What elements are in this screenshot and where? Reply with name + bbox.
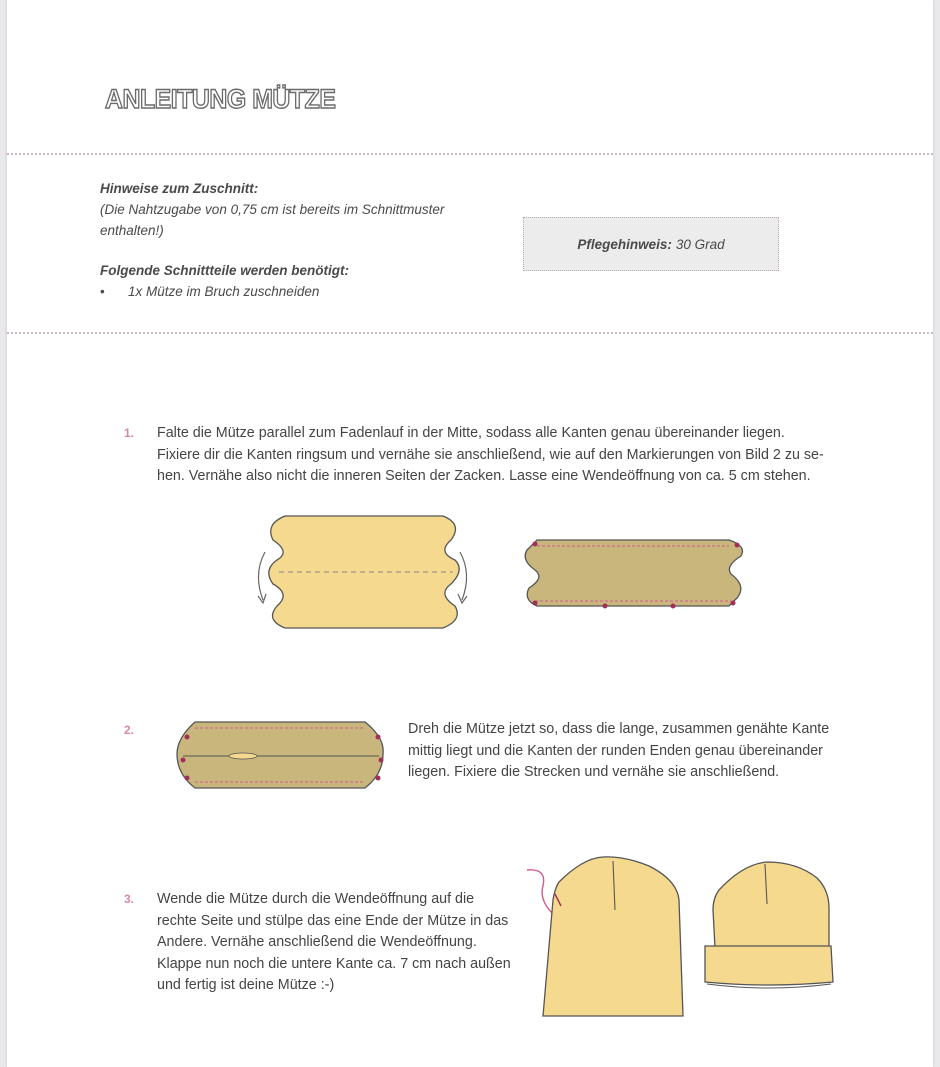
step-1-number: 1. [124,426,135,440]
step-2-number: 2. [124,723,135,737]
step-3-line: und fertig ist deine Mütze :-) [157,977,335,993]
bullet-marker: • [100,284,105,299]
finished-beanie-illustration [7,0,933,1067]
cutting-heading: Hinweise zum Zuschnitt: [100,181,259,196]
step-3-line: Andere. Vernähe anschließend die Wendeöffnung. [157,934,477,950]
step-1-line: Fixiere dir die Kanten ringsum und vernähe sie anschließend, wie auf den Markierungen von Bild 2 zu se- [157,446,824,463]
step-2-line: mittig liegt und die Kanten der runden Enden genau übereinander [408,742,823,759]
step-1-line: hen. Vernähe also nicht die inneren Seiten der Zacken. Lasse eine Wendeöffnung von ca. 5 cm stehen. [157,468,811,484]
care-value: 30 Grad [675,236,725,252]
document-page [7,0,933,1067]
care-label: Pflegehinweis: [577,236,672,252]
step-2-line: Dreh die Mütze jetzt so, dass die lange, zusammen genähte Kante [408,721,830,737]
page-title: ANLEITUNG MÜTZE [105,84,336,114]
step-1-line: Falte die Mütze parallel zum Fadenlauf in der Mitte, sodass alle Kanten genau übereinander liegen. [157,425,785,441]
seam-allowance-note: (Die Nahtzugabe von 0,75 cm ist bereits im Schnittmuster enthalten!) [100,202,445,238]
step-3-line: Wende die Mütze durch die Wendeöffnung auf die [157,891,475,907]
step-3-number: 3. [124,892,135,906]
pieces-heading: Folgende Schnittteile werden benötigt: [100,263,350,278]
piece-item: 1x Mütze im Bruch zuschneiden [128,284,320,299]
step-3-line: Klappe nun noch die untere Kante ca. 7 cm nach außen [157,955,511,972]
step-2-line: liegen. Fixiere die Strecken und vernähe sie anschließend. [408,764,780,780]
step-3-line: rechte Seite und stülpe das eine Ende der Mütze in das [157,912,509,929]
